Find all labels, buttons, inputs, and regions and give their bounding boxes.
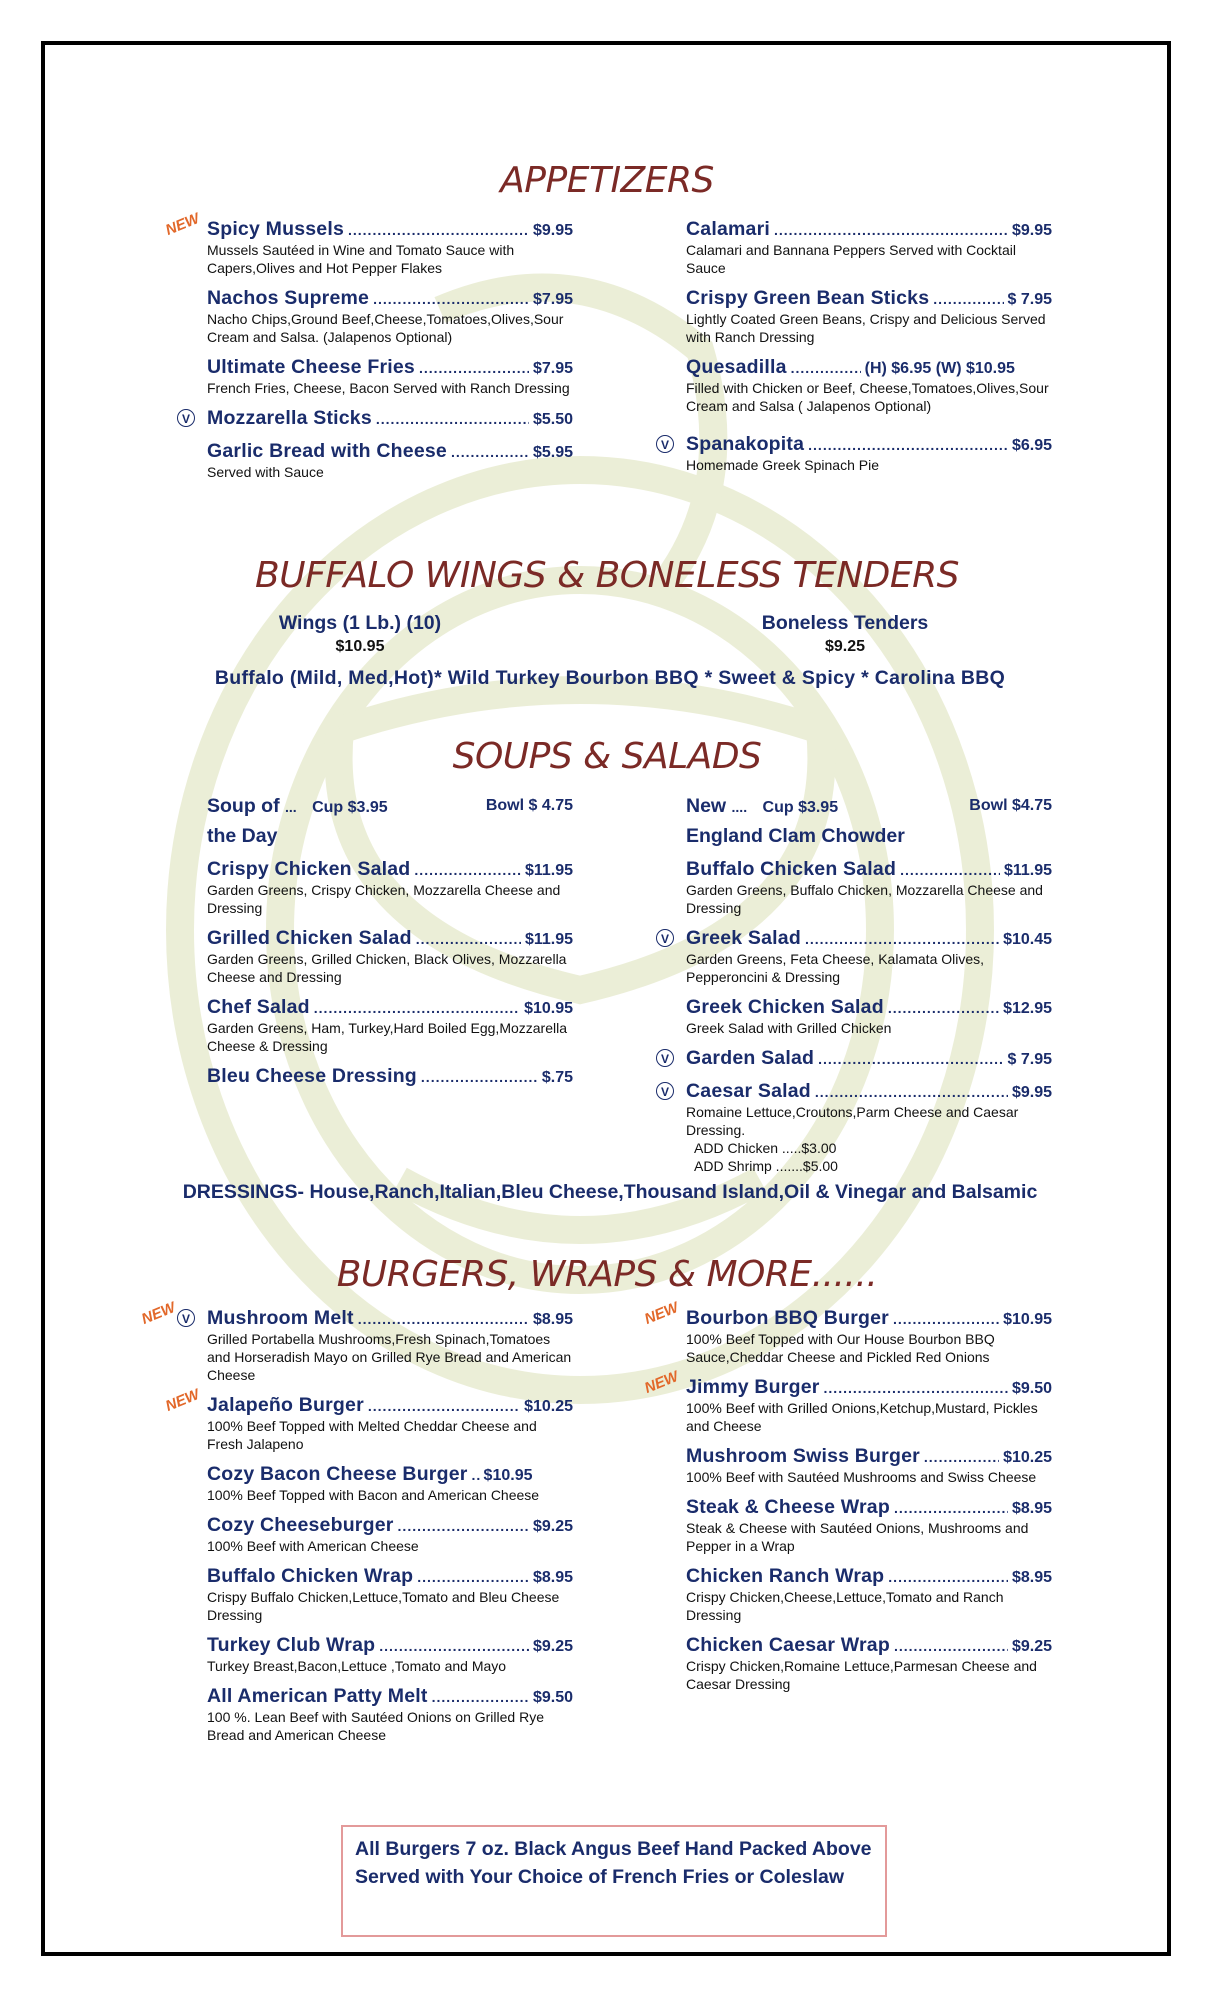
menu-item-cozy-cheeseburger: Cozy Cheeseburger ..... $9.25 100% Beef with American Cheese: [207, 1514, 573, 1555]
soups-heading: SOUPS & SALADS: [452, 736, 762, 777]
burgers-right-column: [642, 1299, 1052, 1703]
wings-price: $10.95: [335, 638, 385, 655]
menu-item-chicken-caesar-wrap: Chicken Caesar Wrap ..... $9.25 Crispy Chicken,Romaine Lettuce,Parmesan Cheese and Caesar Dressing: [686, 1634, 1052, 1693]
menu-item-all-american-patty-melt: All American Patty Melt ..... $9.50 100 %. Lean Beef with Sautéed Onions on Grilled Rye Bread and American Cheese: [207, 1685, 573, 1744]
menu-item-ultimate-cheese-fries: Ultimate Cheese Fries ..... $7.95 French Fries, Cheese, Bacon Served with Ranch Dressing: [207, 356, 573, 397]
menu-item-mushroom-swiss-burger: Mushroom Swiss Burger ..... $10.25 100% Beef with Sautéed Mushrooms and Swiss Cheese: [686, 1445, 1052, 1486]
new-england-clam-chowder: New .... Cup $3.95 Bowl $4.75 England Clam Chowder: [686, 795, 1052, 847]
soup-of-the-day: Soup of ... Cup $3.95 Bowl $ 4.75 the Day: [207, 795, 573, 847]
new-badge: NEW: [642, 1368, 681, 1397]
appetizers-left-column: [163, 210, 573, 491]
menu-item-cozy-bacon-cheese-burger: Cozy Bacon Cheese Burger ..... $10.95 100% Beef Topped with Bacon and American Cheese: [207, 1463, 573, 1504]
menu-item-buffalo-chicken-wrap: Buffalo Chicken Wrap ..... $8.95 Crispy Buffalo Chicken,Lettuce,Tomato and Bleu Cheese Dressing: [207, 1565, 573, 1624]
menu-item-chef-salad: Chef Salad ..... $10.95 Garden Greens, Ham, Turkey,Hard Boiled Egg,Mozzarella Cheese & Dressing: [207, 996, 573, 1055]
new-badge: NEW: [642, 1299, 681, 1328]
vegetarian-icon: V: [656, 1049, 674, 1067]
new-badge: NEW: [163, 1386, 202, 1415]
menu-item-caesar-salad: V Caesar Salad ..... $9.95 Romaine Lettuce,Croutons,Parm Cheese and Caesar Dressing. ADD Chicken .....$3.00 ADD Shrimp .......$5.00: [686, 1080, 1052, 1175]
burgers-left-column: [139, 1299, 573, 1754]
vegetarian-icon: V: [656, 1082, 674, 1100]
menu-item-chicken-ranch-wrap: Chicken Ranch Wrap ..... $8.95 Crispy Chicken,Cheese,Lettuce,Tomato and Ranch Dressing: [686, 1565, 1052, 1624]
menu-item-turkey-club-wrap: Turkey Club Wrap ..... $9.25 Turkey Breast,Bacon,Lettuce ,Tomato and Mayo: [207, 1634, 573, 1675]
menu-item-bleu-cheese-dressing: Bleu Cheese Dressing ..... $.75: [207, 1065, 573, 1088]
menu-item-garden-salad: V Garden Salad ..... $ 7.95: [686, 1047, 1052, 1070]
wings-name: Wings (1 Lb.) (10): [278, 612, 442, 634]
tenders-block: [735, 612, 955, 656]
tenders-price: $9.25: [824, 638, 866, 655]
menu-item-nachos-supreme: Nachos Supreme ..... $7.95 Nacho Chips,Ground Beef,Cheese,Tomatoes,Olives,Sour Cream and Salsa. (Jalapenos Optional): [207, 287, 573, 346]
new-badge: NEW: [139, 1299, 178, 1328]
menu-item-crispy-chicken-salad: Crispy Chicken Salad ..... $11.95 Garden Greens, Crispy Chicken, Mozzarella Cheese and Dressing: [207, 858, 573, 917]
vegetarian-icon: V: [177, 409, 195, 427]
menu-item-calamari: Calamari ..... $9.95 Calamari and Bannana Peppers Served with Cocktail Sauce: [686, 218, 1052, 277]
menu-item-jalapeno-burger: NEW Jalapeño Burger ..... $10.25 100% Beef Topped with Melted Cheddar Cheese and Fresh Jalapeno: [207, 1394, 573, 1453]
menu-item-mushroom-melt: NEW V Mushroom Melt ..... $8.95 Grilled Portabella Mushrooms,Fresh Spinach,Tomatoes and Horseradish Mayo on Grilled Rye Bread and American Cheese: [207, 1307, 573, 1384]
wings-heading: BUFFALO WINGS & BONELESS TENDERS: [255, 555, 959, 596]
wing-flavors: Buffalo (Mild, Med,Hot)* Wild Turkey Bourbon BBQ * Sweet & Spicy * Carolina BBQ: [214, 667, 1006, 689]
menu-item-grilled-chicken-salad: Grilled Chicken Salad ..... $11.95 Garden Greens, Grilled Chicken, Black Olives, Mozzarella Cheese and Dressing: [207, 927, 573, 986]
menu-item-steak-cheese-wrap: Steak & Cheese Wrap ..... $8.95 Steak & Cheese with Sautéed Onions, Mushrooms and Pepper in a Wrap: [686, 1496, 1052, 1555]
menu-item-greek-chicken-salad: Greek Chicken Salad ..... $12.95 Greek Salad with Grilled Chicken: [686, 996, 1052, 1037]
menu-item-green-bean-sticks: Crispy Green Bean Sticks ..... $ 7.95 Lightly Coated Green Beans, Crispy and Delicious Served with Ranch Dressing: [686, 287, 1052, 346]
soups-left-column: [207, 792, 573, 1098]
wings-block: [250, 612, 470, 656]
menu-item-greek-salad: V Greek Salad ..... $10.45 Garden Greens, Feta Cheese, Kalamata Olives, Pepperoncini & Dressing: [686, 927, 1052, 986]
appetizers-heading: APPETIZERS: [500, 160, 714, 201]
menu-item-spicy-mussels: NEW Spicy Mussels ..... $9.95 Mussels Sautéed in Wine and Tomato Sauce with Capers,Olives and Hot Pepper Flakes: [207, 218, 573, 277]
dressings-list: DRESSINGS- House,Ranch,Italian,Bleu Cheese,Thousand Island,Oil & Vinegar and Balsamic: [182, 1181, 1038, 1203]
burgers-heading: BURGERS, WRAPS & MORE......: [336, 1254, 878, 1295]
appetizers-right-column: [660, 218, 1052, 484]
menu-item-garlic-bread: Garlic Bread with Cheese ..... $5.95 Served with Sauce: [207, 440, 573, 481]
burger-note-box: All Burgers 7 oz. Black Angus Beef Hand Packed Above Served with Your Choice of French Fries or Coleslaw: [341, 1825, 887, 1937]
menu-item-bourbon-bbq-burger: NEW Bourbon BBQ Burger ..... $10.95 100% Beef Topped with Our House Bourbon BBQ Sauce,Cheddar Cheese and Pickled Red Onions: [686, 1307, 1052, 1366]
menu-item-spanakopita: V Spanakopita ..... $6.95 Homemade Greek Spinach Pie: [686, 433, 1052, 474]
vegetarian-icon: V: [177, 1309, 195, 1327]
menu-item-quesadilla: Quesadilla ..... (H) $6.95 (W) $10.95 Filled with Chicken or Beef, Cheese,Tomatoes,Olives,Sour Cream and Salsa ( Jalapenos Optional): [686, 356, 1052, 415]
menu-item-mozzarella-sticks: V Mozzarella Sticks ..... $5.50: [207, 407, 573, 430]
vegetarian-icon: V: [656, 929, 674, 947]
menu-item-buffalo-chicken-salad: Buffalo Chicken Salad ..... $11.95 Garden Greens, Buffalo Chicken, Mozzarella Cheese and Dressing: [686, 858, 1052, 917]
vegetarian-icon: V: [656, 435, 674, 453]
menu-item-jimmy-burger: NEW Jimmy Burger ..... $9.50 100% Beef with Grilled Onions,Ketchup,Mustard, Pickles and Cheese: [686, 1376, 1052, 1435]
new-badge: NEW: [163, 210, 202, 239]
tenders-name: Boneless Tenders: [761, 612, 929, 634]
soups-right-column: [660, 792, 1052, 1185]
